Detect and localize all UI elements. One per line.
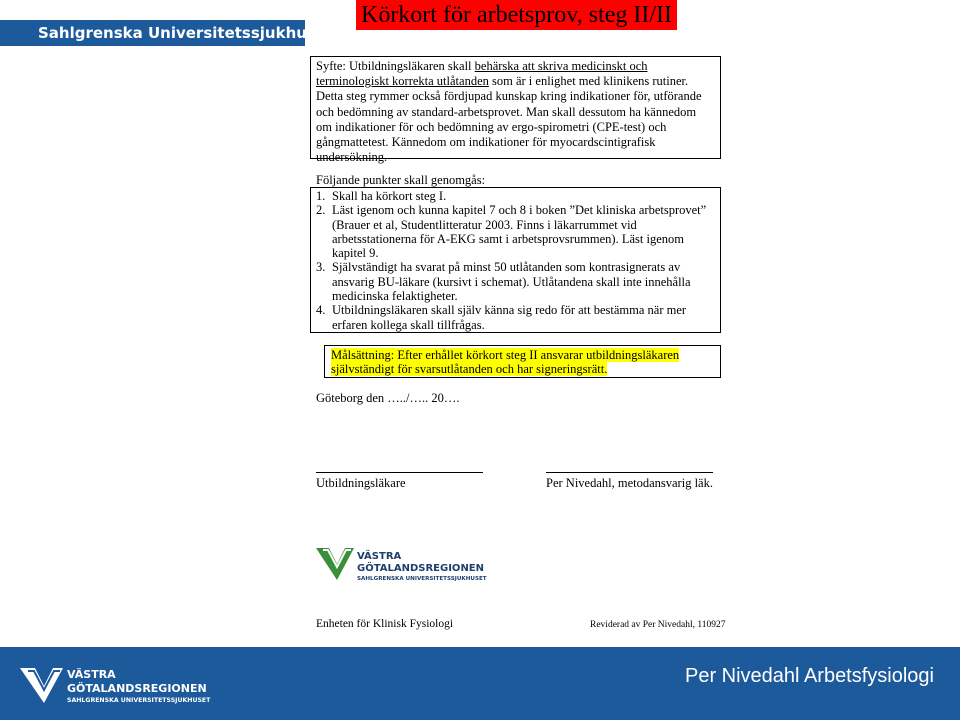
- goal-text-line1: Målsättning: Efter erhållet körkort steg II ansvarar utbildningsläkaren: [331, 348, 680, 362]
- bottom-banner: [0, 647, 960, 720]
- signature-line-right: [546, 472, 713, 473]
- purpose-text-underlined: behärska att skriva medicinskt och terminologiskt korrekta utlåtanden: [316, 59, 648, 89]
- purpose-text-rest: som är i enlighet med klinikens rutiner. Detta steg rymmer också fördjupad kunskap kring indikationer för, utförande och bedömning av standard-arbetsprovet. Man skall dessutom ha kännedom om indikationer för och bedömning av ergo-spirometri (CPE-test) och gångmattetest. Kännedom om indikationer för myocardscintigrafisk undersökning.: [316, 74, 702, 165]
- vgr-logo-line1: VÄSTRA: [357, 551, 402, 562]
- bottom-logo-line2: GÖTALANDSREGIONEN: [67, 682, 207, 695]
- list-item-number: 4.: [316, 303, 326, 318]
- footer-unit: Enheten för Klinisk Fysiologi: [316, 618, 454, 630]
- list-item-text: Läst igenom och kunna kapitel 7 och 8 i boken ”Det kliniska arbetsprovet” (Brauer et al, Studentlitteratur 2003. Finns i läkarrummet vid arbetsstationerna för A-EKG samt i arbetsprovsrummen). Läst igenom kapitel 9.: [332, 203, 707, 261]
- signature-label-left: Utbildningsläkare: [316, 476, 406, 490]
- points-list: [310, 187, 721, 333]
- list-item: [316, 189, 715, 203]
- list-item-number: 2.: [316, 203, 326, 218]
- brand-text: Per Nivedahl Arbetsfysiologi: [684, 665, 934, 687]
- bottom-logo-line1: VÄSTRA: [67, 668, 116, 681]
- vgr-logo-line3: SAHLGRENSKA UNIVERSITETSSJUKHUSET: [357, 576, 487, 582]
- date-line: Göteborg den …../….. 20….: [316, 391, 460, 405]
- list-item: [316, 260, 715, 303]
- goal-text-line2: självständigt för svarsutlåtanden och har signeringsrätt.: [331, 362, 608, 376]
- page-title: Körkort för arbetsprov, steg II/II: [356, 0, 677, 30]
- footer-revision: Reviderad av Per Nivedahl, 110927: [590, 620, 726, 630]
- bottom-logo-line3: SAHLGRENSKA UNIVERSITETSSJUKHUSET: [67, 697, 211, 704]
- list-item: [316, 303, 715, 332]
- purpose-box: [310, 56, 721, 165]
- signature-label-right: Per Nivedahl, metodansvarig läk.: [546, 476, 713, 490]
- vgr-logo-line2: GÖTALANDSREGIONEN: [357, 563, 485, 574]
- org-banner: Sahlgrenska Universitetssjukhuset: [0, 20, 305, 46]
- list-item-text: Självständigt ha svarat på minst 50 utlåtanden som kontrasignerats av ansvarig BU-läkare (kursivt i schemat). Utlåtandena skall inte innehålla medicinska felaktigheter.: [332, 260, 691, 304]
- list-item-text: Skall ha körkort steg I.: [332, 189, 447, 203]
- list-item-text: Utbildningsläkaren skall själv känna sig redo för att bestämma när mer erfaren kollega skall tillfrågas.: [332, 303, 687, 332]
- signature-line-left: [316, 472, 483, 473]
- purpose-text-lead: Syfte: Utbildningsläkaren skall: [316, 59, 475, 73]
- list-item-number: 1.: [316, 189, 326, 203]
- goal-box: [324, 345, 721, 378]
- points-heading: Följande punkter skall genomgås:: [316, 173, 486, 187]
- bottom-logo: [20, 663, 250, 707]
- vgr-logo: [316, 545, 516, 585]
- list-item-number: 3.: [316, 260, 326, 275]
- list-item: [316, 203, 715, 260]
